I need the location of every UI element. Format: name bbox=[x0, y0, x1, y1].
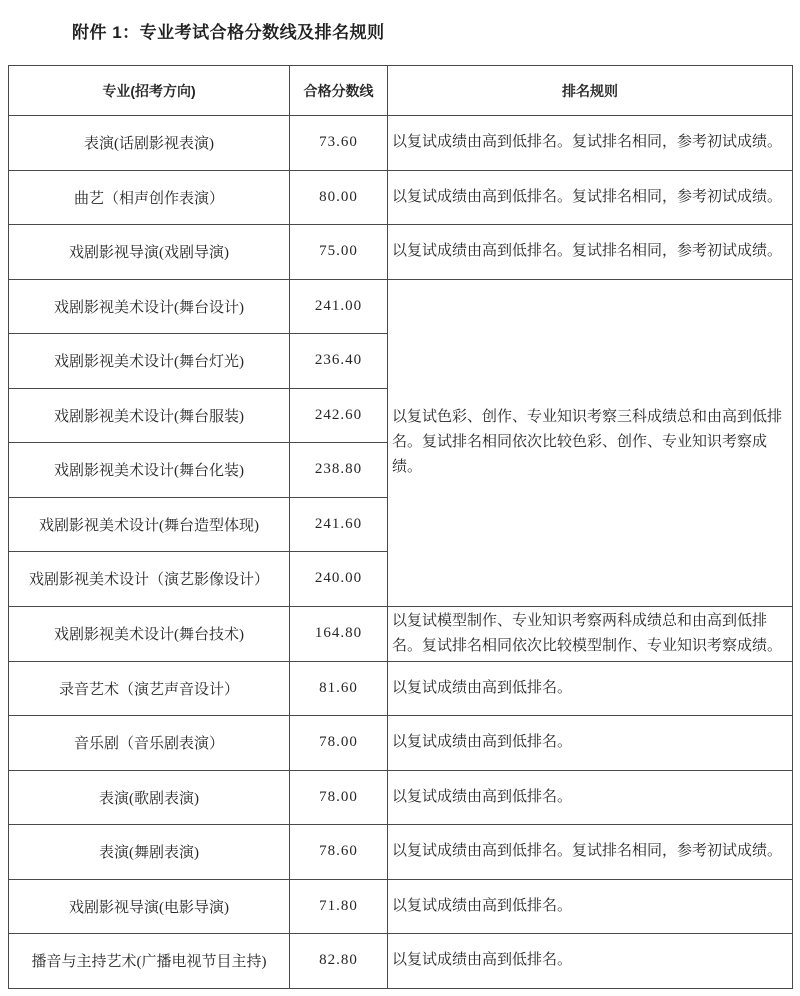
score-cell: 241.00 bbox=[290, 279, 388, 334]
rule-cell-merged: 以复试色彩、创作、专业知识考察三科成绩总和由高到低排名。复试排名相同依次比较色彩、创作、专业知识考察成绩。 bbox=[388, 279, 793, 606]
table-header-row bbox=[9, 66, 793, 116]
rule-cell: 以复试成绩由高到低排名。 bbox=[388, 661, 793, 716]
score-table bbox=[8, 65, 793, 989]
major-cell: 戏剧影视美术设计(舞台设计) bbox=[9, 279, 290, 334]
table-row bbox=[9, 606, 793, 661]
table-row bbox=[9, 716, 793, 771]
header-score: 合格分数线 bbox=[290, 66, 388, 116]
major-cell: 戏剧影视美术设计(舞台造型体现) bbox=[9, 497, 290, 552]
score-cell: 242.60 bbox=[290, 388, 388, 443]
score-cell: 71.80 bbox=[290, 879, 388, 934]
score-cell: 81.60 bbox=[290, 661, 388, 716]
table-row bbox=[9, 225, 793, 280]
major-cell: 曲艺（相声创作表演） bbox=[9, 170, 290, 225]
table-row bbox=[9, 116, 793, 171]
score-cell: 80.00 bbox=[290, 170, 388, 225]
rule-cell: 以复试成绩由高到低排名。复试排名相同，参考初试成绩。 bbox=[388, 116, 793, 171]
rule-cell: 以复试模型制作、专业知识考察两科成绩总和由高到低排名。复试排名相同依次比较模型制作、专业知识考察成绩。 bbox=[388, 606, 793, 661]
major-cell: 戏剧影视美术设计(舞台服装) bbox=[9, 388, 290, 443]
rule-cell: 以复试成绩由高到低排名。复试排名相同，参考初试成绩。 bbox=[388, 225, 793, 280]
header-major: 专业(招考方向) bbox=[9, 66, 290, 116]
score-cell: 238.80 bbox=[290, 443, 388, 498]
major-cell: 表演(话剧影视表演) bbox=[9, 116, 290, 171]
score-cell: 73.60 bbox=[290, 116, 388, 171]
major-cell: 戏剧影视美术设计（演艺影像设计） bbox=[9, 552, 290, 607]
major-cell: 表演(舞剧表演) bbox=[9, 825, 290, 880]
major-cell: 音乐剧（音乐剧表演） bbox=[9, 716, 290, 771]
table-row bbox=[9, 661, 793, 716]
major-cell: 播音与主持艺术(广播电视节目主持) bbox=[9, 934, 290, 989]
rule-cell: 以复试成绩由高到低排名。 bbox=[388, 879, 793, 934]
major-cell: 录音艺术（演艺声音设计） bbox=[9, 661, 290, 716]
page-title: 附件 1：专业考试合格分数线及排名规则 bbox=[72, 23, 385, 42]
rule-cell: 以复试成绩由高到低排名。复试排名相同，参考初试成绩。 bbox=[388, 825, 793, 880]
major-cell: 戏剧影视导演(电影导演) bbox=[9, 879, 290, 934]
major-cell: 戏剧影视美术设计(舞台技术) bbox=[9, 606, 290, 661]
header-rule: 排名规则 bbox=[388, 66, 793, 116]
rule-cell: 以复试成绩由高到低排名。 bbox=[388, 934, 793, 989]
rule-cell: 以复试成绩由高到低排名。 bbox=[388, 770, 793, 825]
score-cell: 82.80 bbox=[290, 934, 388, 989]
rule-cell: 以复试成绩由高到低排名。 bbox=[388, 716, 793, 771]
score-cell: 240.00 bbox=[290, 552, 388, 607]
rule-cell: 以复试成绩由高到低排名。复试排名相同，参考初试成绩。 bbox=[388, 170, 793, 225]
table-row bbox=[9, 170, 793, 225]
score-cell: 78.60 bbox=[290, 825, 388, 880]
table-row bbox=[9, 934, 793, 989]
major-cell: 戏剧影视美术设计(舞台灯光) bbox=[9, 334, 290, 389]
score-cell: 78.00 bbox=[290, 716, 388, 771]
table-row bbox=[9, 770, 793, 825]
table-row bbox=[9, 279, 793, 334]
score-cell: 236.40 bbox=[290, 334, 388, 389]
major-cell: 戏剧影视美术设计(舞台化装) bbox=[9, 443, 290, 498]
major-cell: 表演(歌剧表演) bbox=[9, 770, 290, 825]
score-cell: 164.80 bbox=[290, 606, 388, 661]
table-row bbox=[9, 879, 793, 934]
score-cell: 78.00 bbox=[290, 770, 388, 825]
score-cell: 75.00 bbox=[290, 225, 388, 280]
major-cell: 戏剧影视导演(戏剧导演) bbox=[9, 225, 290, 280]
score-cell: 241.60 bbox=[290, 497, 388, 552]
table-row bbox=[9, 825, 793, 880]
